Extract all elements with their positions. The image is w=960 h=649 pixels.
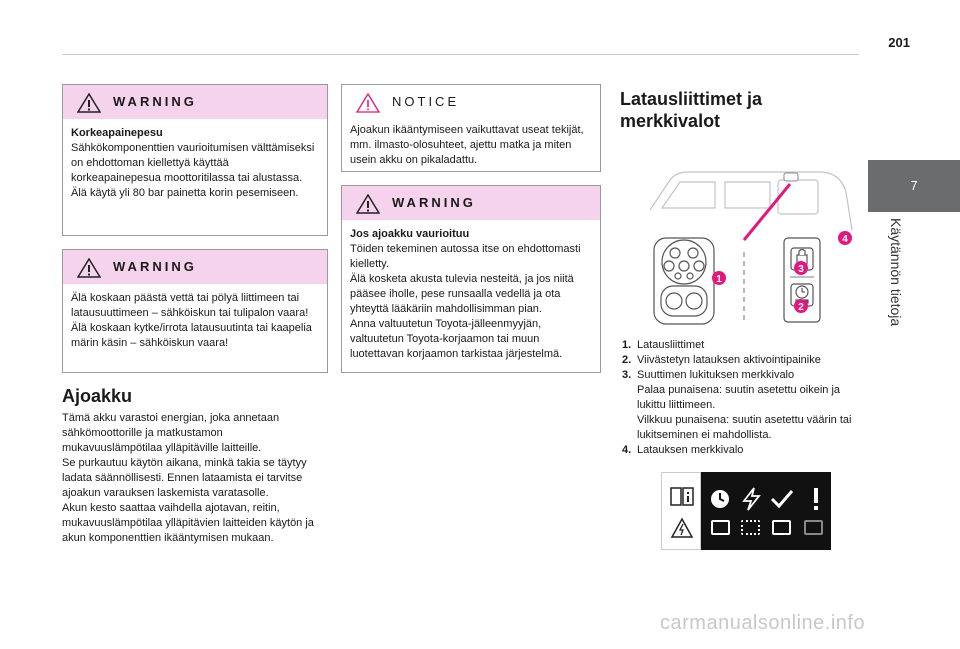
warning-triangle-icon bbox=[356, 194, 380, 214]
callout-2 bbox=[794, 299, 808, 313]
status-led-4 bbox=[804, 520, 823, 535]
status-led-2 bbox=[741, 520, 760, 535]
warning-triangle-icon bbox=[77, 258, 101, 278]
notice-box bbox=[341, 84, 601, 172]
notice-header bbox=[342, 85, 600, 119]
indicator-left-section bbox=[661, 472, 701, 550]
chapter-tab[interactable]: 7 bbox=[868, 160, 960, 212]
notice-title: NOTICE bbox=[392, 94, 460, 109]
warning-title: WARNING bbox=[113, 259, 197, 274]
heading-line-1: Latausliittimet ja bbox=[620, 89, 763, 109]
list-item: 1. Latausliittimet bbox=[622, 339, 705, 351]
warning-text: Sähkökomponenttien vaurioitumisen välttämiseksi on ehdottoman kiellettyä käyttää korkeapainepesua moottoritilassa tai alustassa. Älä käytä yli 80 bar painetta korin pesemiseen. bbox=[71, 142, 315, 199]
notice-triangle-icon bbox=[356, 93, 380, 113]
indicator-dark-section bbox=[701, 472, 831, 550]
warning-heading: Korkeapainepesu bbox=[71, 127, 163, 139]
header-rule bbox=[62, 54, 859, 55]
chapter-title-vertical bbox=[878, 218, 930, 346]
warning-header bbox=[63, 85, 327, 119]
manual-book-icon bbox=[669, 485, 695, 507]
notice-text: Ajoakun ikääntymiseen vaikuttavat useat tekijät, mm. ilmasto-olosuhteet, ajettu matka ja miten usein akku on pikaladattu. bbox=[350, 124, 584, 166]
section-heading-ajoakku: Ajoakku bbox=[62, 386, 133, 406]
charging-connector-illustration bbox=[640, 160, 860, 325]
clock-icon bbox=[709, 488, 731, 510]
connector-parts-list bbox=[622, 338, 862, 458]
charge-port-flap bbox=[784, 173, 798, 181]
callout-3 bbox=[794, 261, 808, 275]
exclamation-icon bbox=[810, 487, 822, 511]
warning-title: WARNING bbox=[113, 94, 197, 109]
warning-text: Älä koskaan päästä vettä tai pölyä liittimeen tai latausuuttimeen – sähköiskun tai tulipalon vaara! Älä koskaan kytke/irrota latausuutinta tai kaapelia märin käsin – sähköiskun vaara! bbox=[71, 292, 312, 349]
lightning-icon bbox=[740, 487, 762, 511]
list-item: 3. Suuttimen lukituksen merkkivalo Palaa punaisena: suutin asetettu oikein ja lukittu liittimeen. Vilkkuu punaisena: suutin asetettu väärin tai lukitseminen ei mahdollista. bbox=[622, 369, 852, 441]
warning-text: Töiden tekeminen autossa itse on ehdottomasti kielletty. Älä kosketa akusta tulevia nesteitä, ja jos niitä pääsee iholle, pese runsaalla vedellä ja ota yhteyttä lääkäriin mahdollisimman pian. Anna valtuutetun Toyota-jälleenmyyjän, valtuutetun Toyota-korjaamon tai muun luotettavan korjaamon tarkistaa järjestelmä. bbox=[350, 243, 581, 360]
warning-heading: Jos ajoakku vaurioituu bbox=[350, 228, 470, 240]
car-outline bbox=[650, 172, 852, 230]
check-icon bbox=[770, 488, 794, 510]
heading-line-2: merkkivalot bbox=[620, 111, 721, 131]
list-item: 2. Viivästetyn latauksen aktivointipainike bbox=[622, 354, 821, 366]
socket-connector bbox=[654, 238, 714, 324]
warning-title: WARNING bbox=[392, 195, 476, 210]
warning-header bbox=[63, 250, 327, 284]
page-number: 201 bbox=[888, 35, 910, 50]
callout-2-label: 2 bbox=[798, 302, 804, 313]
chapter-title: Käytännön tietoja bbox=[888, 218, 904, 327]
warning-triangle-icon bbox=[77, 93, 101, 113]
warning-box-high-pressure bbox=[62, 84, 328, 236]
callout-4-label: 4 bbox=[842, 234, 848, 245]
list-item: 4. Latauksen merkkivalo bbox=[622, 444, 744, 456]
section-heading-connectors bbox=[620, 88, 762, 132]
warning-header bbox=[342, 186, 600, 220]
callout-3-label: 3 bbox=[798, 264, 804, 275]
warning-triangle-icon bbox=[670, 517, 694, 539]
warning-box-water bbox=[62, 249, 328, 373]
ajoakku-text: Tämä akku varastoi energian, joka annetaan sähkömoottorille ja matkustamon mukavuuslämpötilaa ylläpitäville laitteille. Se purkautuu käytön aikana, minkä takia se täytyy ladata säännöllisesti. Ennen lataamista ei tarvitse ajoakun varauksen laskemista varatasolle. Akun kesto saattaa vaihdella ajotavan, reitin, mukavuuslämpötilaa ylläpitävien laitteiden käytön ja akun komponenttien ikääntymisen mukaan. bbox=[62, 412, 314, 544]
status-led-1 bbox=[711, 520, 730, 535]
callout-4 bbox=[838, 231, 852, 245]
watermark: carmanualsonline.info bbox=[660, 612, 866, 634]
callout-1 bbox=[712, 271, 726, 285]
pointer-line bbox=[744, 184, 790, 240]
indicator-panel bbox=[661, 472, 831, 550]
status-led-3 bbox=[772, 520, 791, 535]
callout-1-label: 1 bbox=[716, 274, 722, 285]
warning-box-damage bbox=[341, 185, 601, 373]
